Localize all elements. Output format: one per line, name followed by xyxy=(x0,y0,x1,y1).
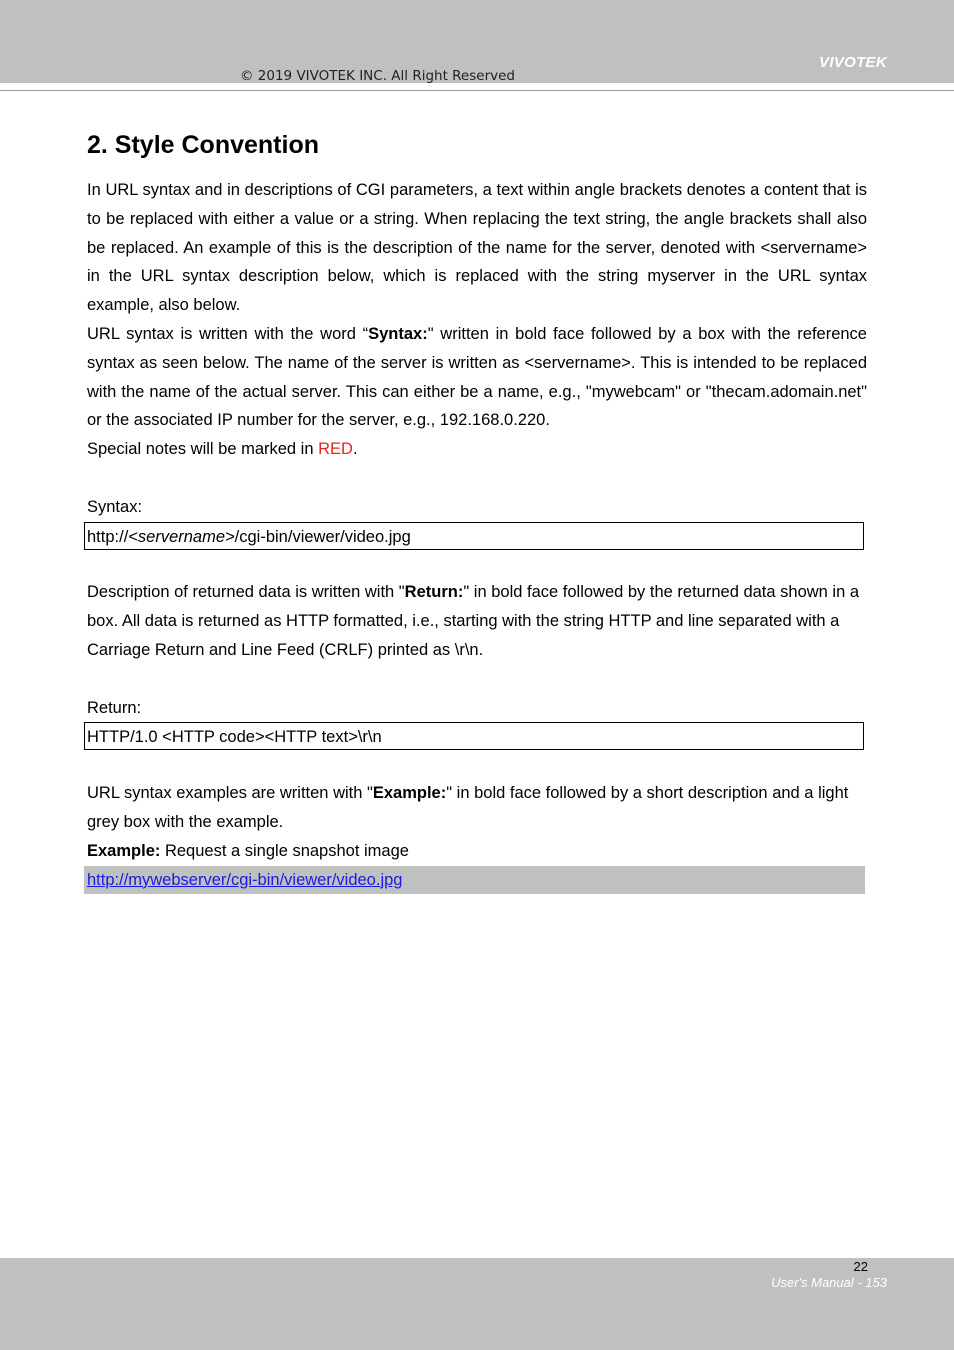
special-note xyxy=(87,435,867,464)
text-run: " in bold face followed by a short description and a light grey box with the example. xyxy=(87,784,849,831)
placeholder-text: <servername> xyxy=(128,527,235,546)
text-run: /cgi-bin/viewer/video.jpg xyxy=(234,527,411,546)
text-run: URL syntax is written with the word “ xyxy=(87,324,369,343)
page-content xyxy=(87,126,867,894)
text-run: Special notes will be marked in xyxy=(87,440,319,459)
return-box: HTTP/1.0 <HTTP code><HTTP text>\r\n xyxy=(84,722,864,750)
manual-page-ref: User's Manual - 153 xyxy=(771,1275,887,1290)
text-run: . xyxy=(352,440,358,459)
section-title: 2. Style Convention xyxy=(87,131,319,159)
syntax-label: Syntax: xyxy=(87,497,143,516)
syntax-box xyxy=(84,522,864,550)
bold-keyword: Syntax: xyxy=(368,324,428,343)
text-run: Request a single snapshot image xyxy=(160,841,409,860)
example-box xyxy=(84,866,865,894)
text-run: Description of returned data is written with " xyxy=(87,583,405,602)
copyright-text: © 2019 VIVOTEK INC. All Right Reserved xyxy=(240,68,515,84)
bold-keyword: Return: xyxy=(404,583,464,602)
header-divider xyxy=(0,90,954,91)
text-run: URL syntax examples are written with " xyxy=(87,784,373,803)
return-label: Return: xyxy=(87,698,142,717)
footer-band xyxy=(0,1258,954,1350)
syntax-description xyxy=(87,320,867,435)
page-number: 22 xyxy=(853,1259,868,1274)
example-description xyxy=(87,779,867,837)
text-run: " written in bold face followed by a box with the reference syntax as seen below. The name of the server is written as <servername>. This is intended to be replaced with the name of the actual server. This can either be a name, e.g., "mywebcam" or "thecam.adomain.net" or the associated IP number for the server, e.g., 192.168.0.220. xyxy=(87,324,867,430)
bold-keyword: Example: xyxy=(372,784,447,803)
text-run: http:// xyxy=(87,527,129,546)
intro-paragraph: In URL syntax and in descriptions of CGI parameters, a text within angle brackets denotes a content that is to be replaced with either a value or a string. When replacing the text string, the angle brackets shall also be replaced. An example of this is the description of the name for the server, denoted with <servername> in the URL syntax description below, which is replaced with the string myserver in the URL syntax example, also below. xyxy=(87,181,867,315)
example-link[interactable]: http://mywebserver/cgi-bin/viewer/video.jpg xyxy=(87,870,403,889)
example-line xyxy=(87,837,867,866)
text-run: " in bold face followed by the returned data shown in a box. All data is returned as HTTP formatted, i.e., starting with the string HTTP and line separated with a Carriage Return and Line Feed (CRLF) printed as \r\n. xyxy=(87,583,860,659)
red-keyword: RED xyxy=(318,440,353,459)
bold-keyword: Example: xyxy=(87,841,161,860)
brand-logo: VIVOTEK xyxy=(819,54,887,71)
return-description xyxy=(87,578,867,664)
